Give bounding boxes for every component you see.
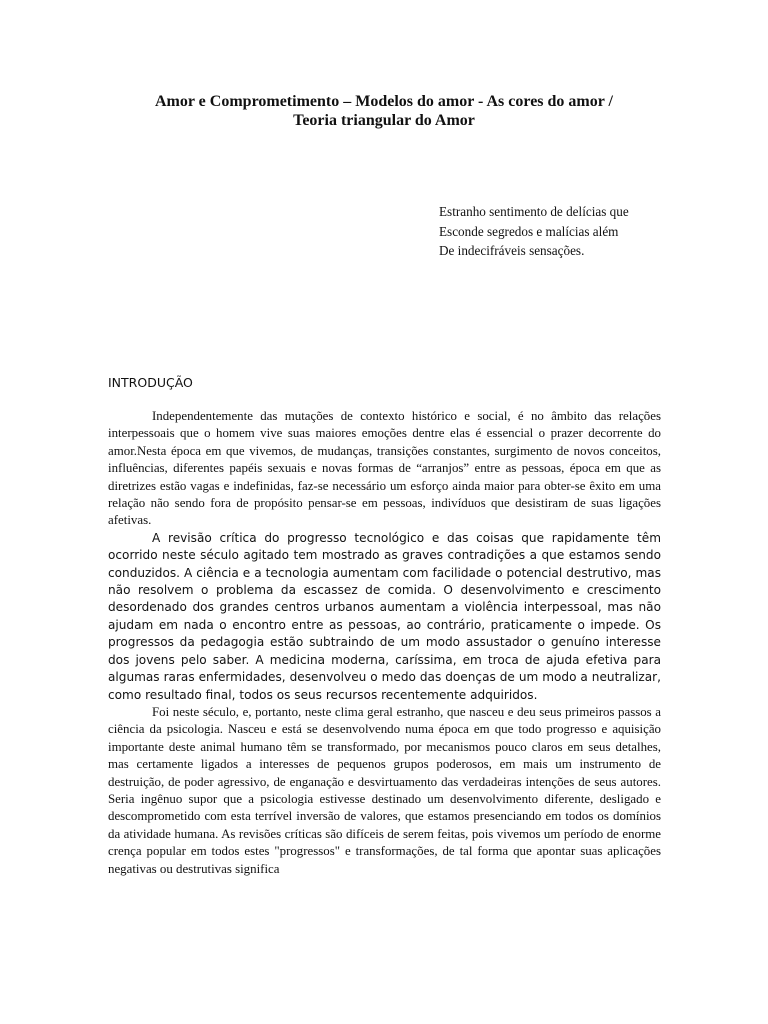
title-line-1: Amor e Comprometimento – Modelos do amor - As cores do amor / <box>154 93 613 110</box>
epigraph-line: Estranho sentimento de delícias que <box>439 204 629 219</box>
body-text <box>108 408 661 878</box>
paragraph: Foi neste século, e, portanto, neste clima geral estranho, que nasceu e deu seus primeiros passos a ciência da psicologia. Nasceu e está se desenvolvendo numa época em que todo progresso e aquisição importante deste animal humano têm se transformado, por mecanismos pouco claros em seus detalhes, mas certamente ligados a interesses de pequenos grupos poderosos, em mais um instrumento de destruição, de poder agressivo, de enganação e desvirtuamento das verdadeiras intenções de seus autores. Seria ingênuo supor que a psicologia estivesse destinado um desenvolvimento diferente, desligado e descomprometido com esta terrível inversão de valores, que estamos presenciando em todos os domínios da atividade humana. As revisões críticas são difíceis de serem feitas, pois vivemos um período de enorme crença popular em todos estes "progressos" e transformações, de tal forma que apontar suas aplicações negativas ou destrutivas significa <box>108 704 661 876</box>
document-title <box>108 92 660 130</box>
epigraph-line: De indecifráveis sensações. <box>439 243 585 258</box>
title-line-2: Teoria triangular do Amor <box>293 112 475 129</box>
epigraph <box>439 202 689 261</box>
paragraph: A revisão crítica do progresso tecnológico e das coisas que rapidamente têm ocorrido neste século agitado tem mostrado as graves contradições a que estamos sendo conduzidos. A ciência e a tecnologia aumentam com facilidade o potencial destrutivo, mas não resolvem o problema da escassez de comida. O desenvolvimento e crescimento desordenado dos grandes centros urbanos aumentam a violência interpessoal, mas não ajudam em nada o encontro entre as pessoas, ao contrário, praticamente o impede. Os progressos da pedagogia estão subtraindo de um modo assustador o genuíno interesse dos jovens pelo saber. A medicina moderna, caríssima, em troca de ajuda efetiva para algumas raras enfermidades, desenvolveu o medo das doenças de um modo a neutralizar, como resultado final, todos os seus recursos recentemente adquiridos. <box>108 530 661 702</box>
section-heading: INTRODUÇÃO <box>108 375 193 390</box>
paragraph: Independentemente das mutações de contexto histórico e social, é no âmbito das relações interpessoais que o homem vive suas maiores emoções dentre elas é essencial o prazer decorrente do amor.Nesta época em que vivemos, de mudanças, transições constantes, surgimento de novos conceitos, influências, diferentes papéis sexuais e novas formas de “arranjos” entre as pessoas, época em que as diretrizes estão vagas e indefinidas, faz-se necessário um esforço ainda maior para obter-se êxito em uma relação não sendo fora de propósito pensar-se em pessoas, indivíduos que desistiram de suas ligações afetivas. <box>108 409 661 528</box>
epigraph-line: Esconde segredos e malícias além <box>439 223 619 239</box>
